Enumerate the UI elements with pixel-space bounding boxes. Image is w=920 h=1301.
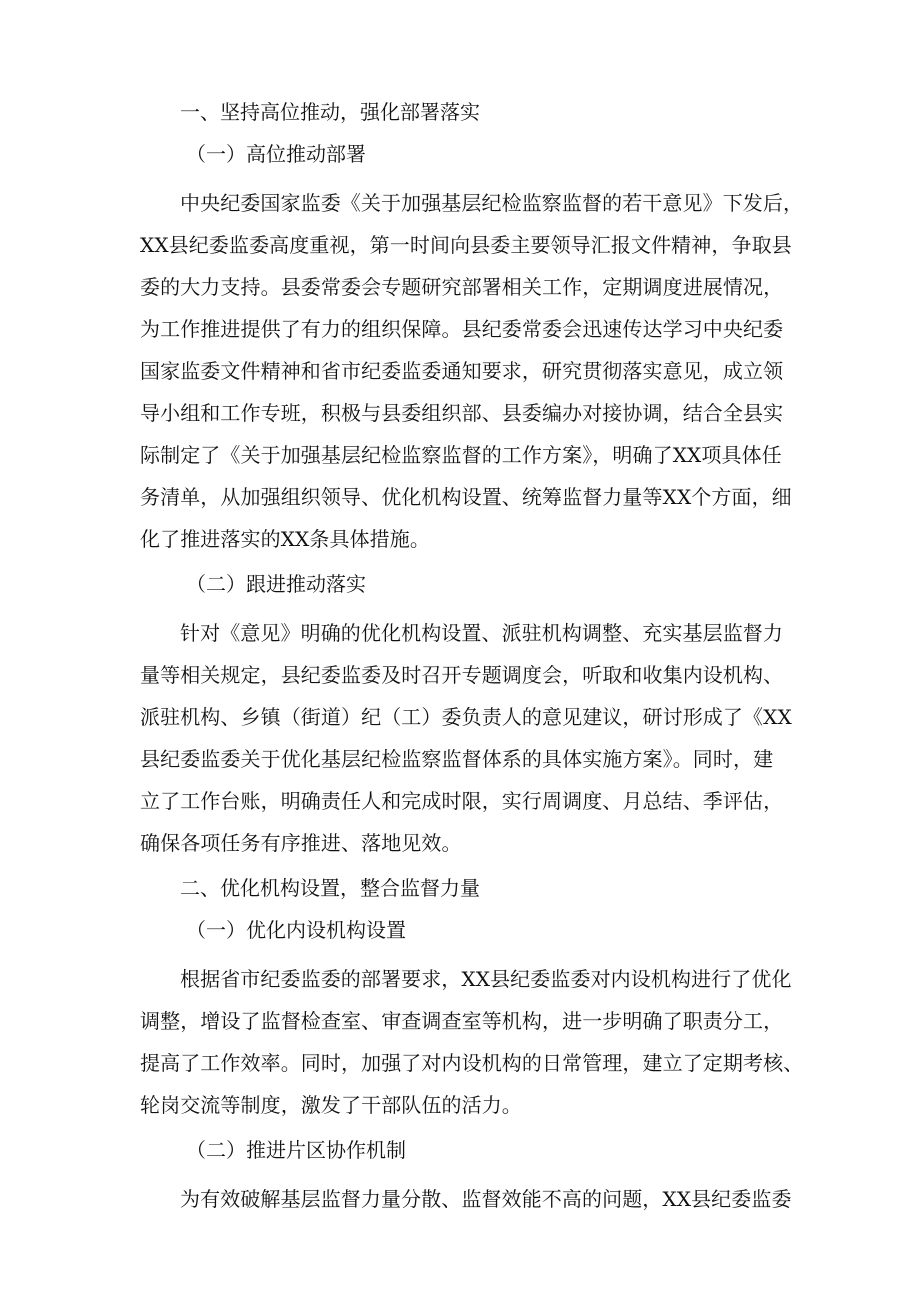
section-heading-1: 一、坚持高位推动，强化部署落实: [180, 100, 480, 124]
paragraph-line: 根据省市纪委监委的部署要求，XX县纪委监委对内设机构进行了优化: [180, 967, 792, 991]
subsection-title-1-1: （一）高位推动部署: [186, 142, 366, 166]
paragraph-2-1: [140, 958, 804, 1126]
paragraph-line: 化了推进落实的XX条具体措施。: [140, 527, 430, 551]
paragraph-line: 确保各项任务有序推进、落地见效。: [140, 831, 462, 855]
paragraph-line: 调整，增设了监督检查室、审查调查室等机构，进一步明确了职责分工，: [140, 1009, 784, 1033]
subsection-title-2-1: （一）优化内设机构设置: [186, 918, 406, 942]
paragraph-2-2: [140, 1178, 800, 1220]
paragraph-line: 为有效破解基层监督力量分散、监督效能不高的问题，XX县纪委监委: [180, 1187, 792, 1211]
paragraph-line: 际制定了《关于加强基层纪检监察监督的工作方案》，明确了XX项具体任: [140, 443, 782, 467]
paragraph-line: 务清单，从加强组织领导、优化机构设置、统筹监督力量等XX个方面，细: [140, 485, 792, 509]
paragraph-1-1: [140, 182, 804, 560]
paragraph-line: 立了工作台账，明确责任人和完成时限，实行周调度、月总结、季评估，: [140, 789, 784, 813]
paragraph-line: 轮岗交流等制度，激发了干部队伍的活力。: [140, 1093, 522, 1117]
paragraph-line: 国家监委文件精神和省市纪委监委通知要求，研究贯彻落实意见，成立领: [140, 359, 784, 383]
paragraph-line: XX县纪委监委高度重视，第一时间向县委主要领导汇报文件精神，争取县: [140, 233, 792, 257]
paragraph-line: 中央纪委国家监委《关于加强基层纪检监察监督的若干意见》下发后，: [180, 191, 804, 215]
paragraph-line: 提高了工作效率。同时，加强了对内设机构的日常管理，建立了定期考核、: [140, 1051, 804, 1075]
subsection-title-1-2: （二）跟进推动落实: [186, 572, 366, 596]
paragraph-line: 委的大力支持。县委常委会专题研究部署相关工作，定期调度进展情况，: [140, 275, 784, 299]
section-heading-2: 二、优化机构设置，整合监督力量: [180, 876, 480, 900]
paragraph-line: 导小组和工作专班，积极与县委组织部、县委编办对接协调，结合全县实: [140, 401, 784, 425]
document-body: [140, 98, 804, 1220]
paragraph-line: 派驻机构、乡镇（街道）纪（工）委负责人的意见建议，研讨形成了《XX: [140, 705, 792, 729]
paragraph-1-2: [140, 612, 800, 864]
paragraph-line: 为工作推进提供了有力的组织保障。县纪委常委会迅速传达学习中央纪委: [140, 317, 784, 341]
subsection-title-2-2: （二）推进片区协作机制: [186, 1138, 406, 1162]
paragraph-line: 县纪委监委关于优化基层纪检监察监督体系的具体实施方案》。同时，建: [140, 747, 774, 771]
paragraph-line: 量等相关规定，县纪委监委及时召开专题调度会，听取和收集内设机构、: [140, 663, 784, 687]
paragraph-line: 针对《意见》明确的优化机构设置、派驻机构调整、充实基层监督力: [180, 621, 783, 645]
